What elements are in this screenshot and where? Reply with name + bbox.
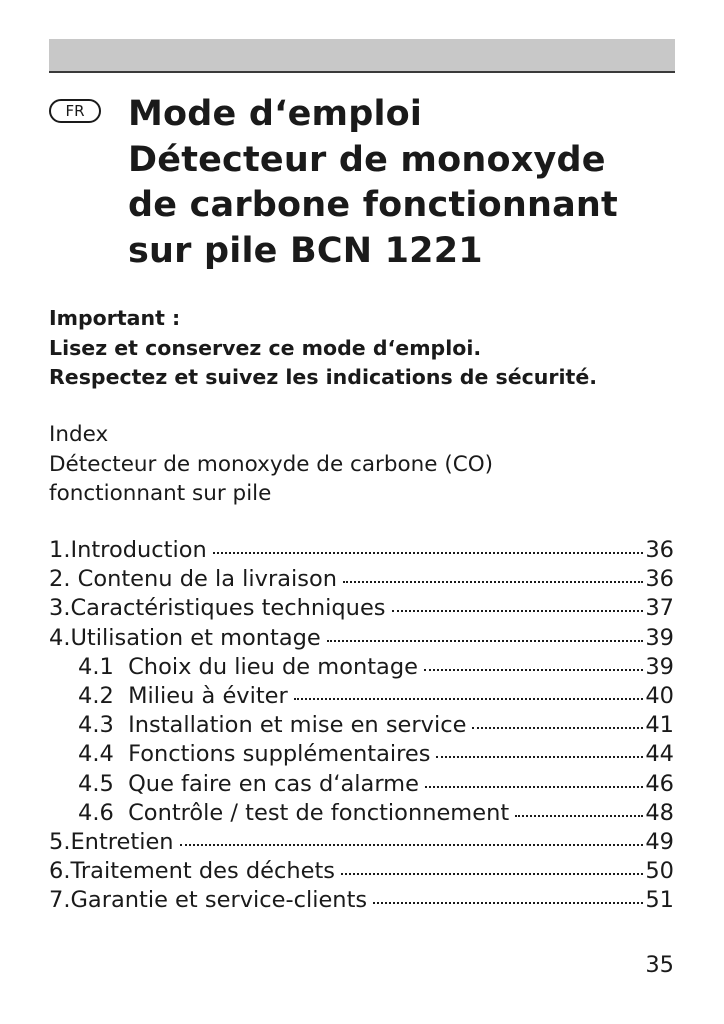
toc-entry-label: Que faire en cas d‘alarme: [128, 770, 419, 797]
important-line: Lisez et conservez ce mode d‘emploi.: [49, 335, 482, 360]
title-line: sur pile BCN 1221: [128, 230, 483, 271]
toc-entry[interactable]: [49, 711, 674, 740]
important-line: Respectez et suivez les indications de sécurité.: [49, 365, 598, 389]
toc-entry[interactable]: [49, 594, 674, 623]
toc-entry-page: 39: [645, 624, 674, 651]
toc-leader-dots: [373, 902, 643, 904]
toc-entry[interactable]: [49, 886, 674, 915]
toc-entry[interactable]: [49, 828, 674, 857]
toc-entry[interactable]: [49, 799, 674, 828]
index-line: Détecteur de monoxyde de carbone (CO): [49, 451, 494, 477]
toc-leader-dots: [515, 815, 643, 817]
toc-leader-dots: [472, 727, 643, 729]
toc-leader-dots: [424, 669, 643, 671]
document-title: [128, 92, 618, 274]
toc-entry[interactable]: [49, 565, 674, 594]
toc-entry-label: Contrôle / test de fonctionnement: [128, 799, 510, 826]
index-intro: [49, 420, 493, 509]
toc-leader-dots: [327, 640, 644, 642]
toc-entry[interactable]: [49, 740, 674, 769]
header-bar: [49, 39, 675, 73]
toc-entry-number: 3.: [49, 595, 71, 622]
toc-entry-page: 44: [645, 741, 674, 768]
toc-entry-label: Contenu de la livraison: [77, 566, 338, 593]
toc-entry-label: Installation et mise en service: [128, 712, 467, 739]
toc-entry-page: 50: [645, 858, 674, 885]
toc-entry-page: 37: [645, 595, 674, 622]
index-line: fonctionnant sur pile: [49, 481, 272, 506]
toc-entry[interactable]: [49, 770, 674, 799]
toc-entry-number: 6.: [49, 858, 71, 885]
toc-entry[interactable]: [49, 536, 674, 565]
toc-entry-label: Introduction: [70, 537, 207, 563]
toc-entry-number: 4.3: [78, 712, 129, 739]
toc-entry-number: 4.4: [78, 741, 129, 768]
toc-leader-dots: [392, 610, 644, 612]
toc-leader-dots: [425, 786, 643, 788]
toc-entry-page: 39: [645, 653, 674, 680]
toc-entry-page: 51: [645, 887, 674, 914]
toc-entry-page: 36: [645, 537, 674, 563]
toc-entry-page: 41: [645, 712, 674, 739]
toc-entry-label: Milieu à éviter: [128, 682, 288, 709]
title-line: de carbone fonctionnant: [128, 185, 618, 225]
toc-entry-page: 48: [645, 799, 674, 826]
table-of-contents: [49, 536, 674, 915]
title-line: Détecteur de monoxyde: [128, 139, 606, 180]
toc-entry-page: 40: [645, 682, 674, 709]
toc-entry-label: Caractéristiques techniques: [70, 595, 386, 622]
page-number: 35: [645, 952, 674, 978]
toc-entry-number: 5.: [49, 828, 71, 855]
toc-leader-dots: [294, 698, 644, 700]
toc-entry-number: 7.: [49, 887, 71, 914]
language-badge: FR: [49, 99, 101, 123]
toc-entry-label: Utilisation et montage: [70, 624, 321, 651]
toc-leader-dots: [343, 581, 643, 583]
toc-entry-number: 2.: [49, 566, 78, 593]
toc-entry-page: 49: [645, 828, 674, 855]
toc-entry-label: Traitement des déchets: [70, 858, 335, 885]
toc-entry-number: 4.1: [78, 653, 129, 680]
toc-entry-page: 46: [645, 770, 674, 797]
title-line: Mode d‘emploi: [128, 94, 423, 134]
toc-entry-number: 4.: [49, 624, 71, 651]
toc-entry-label: Choix du lieu de montage: [128, 653, 418, 680]
toc-entry-number: 4.5: [78, 770, 129, 797]
toc-entry[interactable]: [49, 653, 674, 682]
toc-leader-dots: [180, 844, 644, 846]
toc-entry-number: 4.6: [78, 799, 129, 826]
toc-entry-number: 1.: [49, 537, 71, 563]
toc-entry-label: Fonctions supplémentaires: [128, 741, 431, 768]
toc-entry-label: Garantie et service-clients: [70, 887, 368, 914]
toc-leader-dots: [341, 873, 643, 875]
index-heading: Index: [49, 422, 109, 447]
toc-entry[interactable]: [49, 624, 674, 653]
important-notice: [49, 304, 597, 393]
toc-leader-dots: [436, 756, 643, 758]
toc-entry-number: 4.2: [78, 682, 129, 709]
toc-entry[interactable]: [49, 682, 674, 711]
toc-entry[interactable]: [49, 857, 674, 886]
toc-entry-label: Entretien: [70, 828, 174, 855]
toc-entry-page: 36: [645, 566, 674, 593]
important-heading: Important :: [49, 306, 181, 330]
toc-leader-dots: [213, 552, 644, 554]
